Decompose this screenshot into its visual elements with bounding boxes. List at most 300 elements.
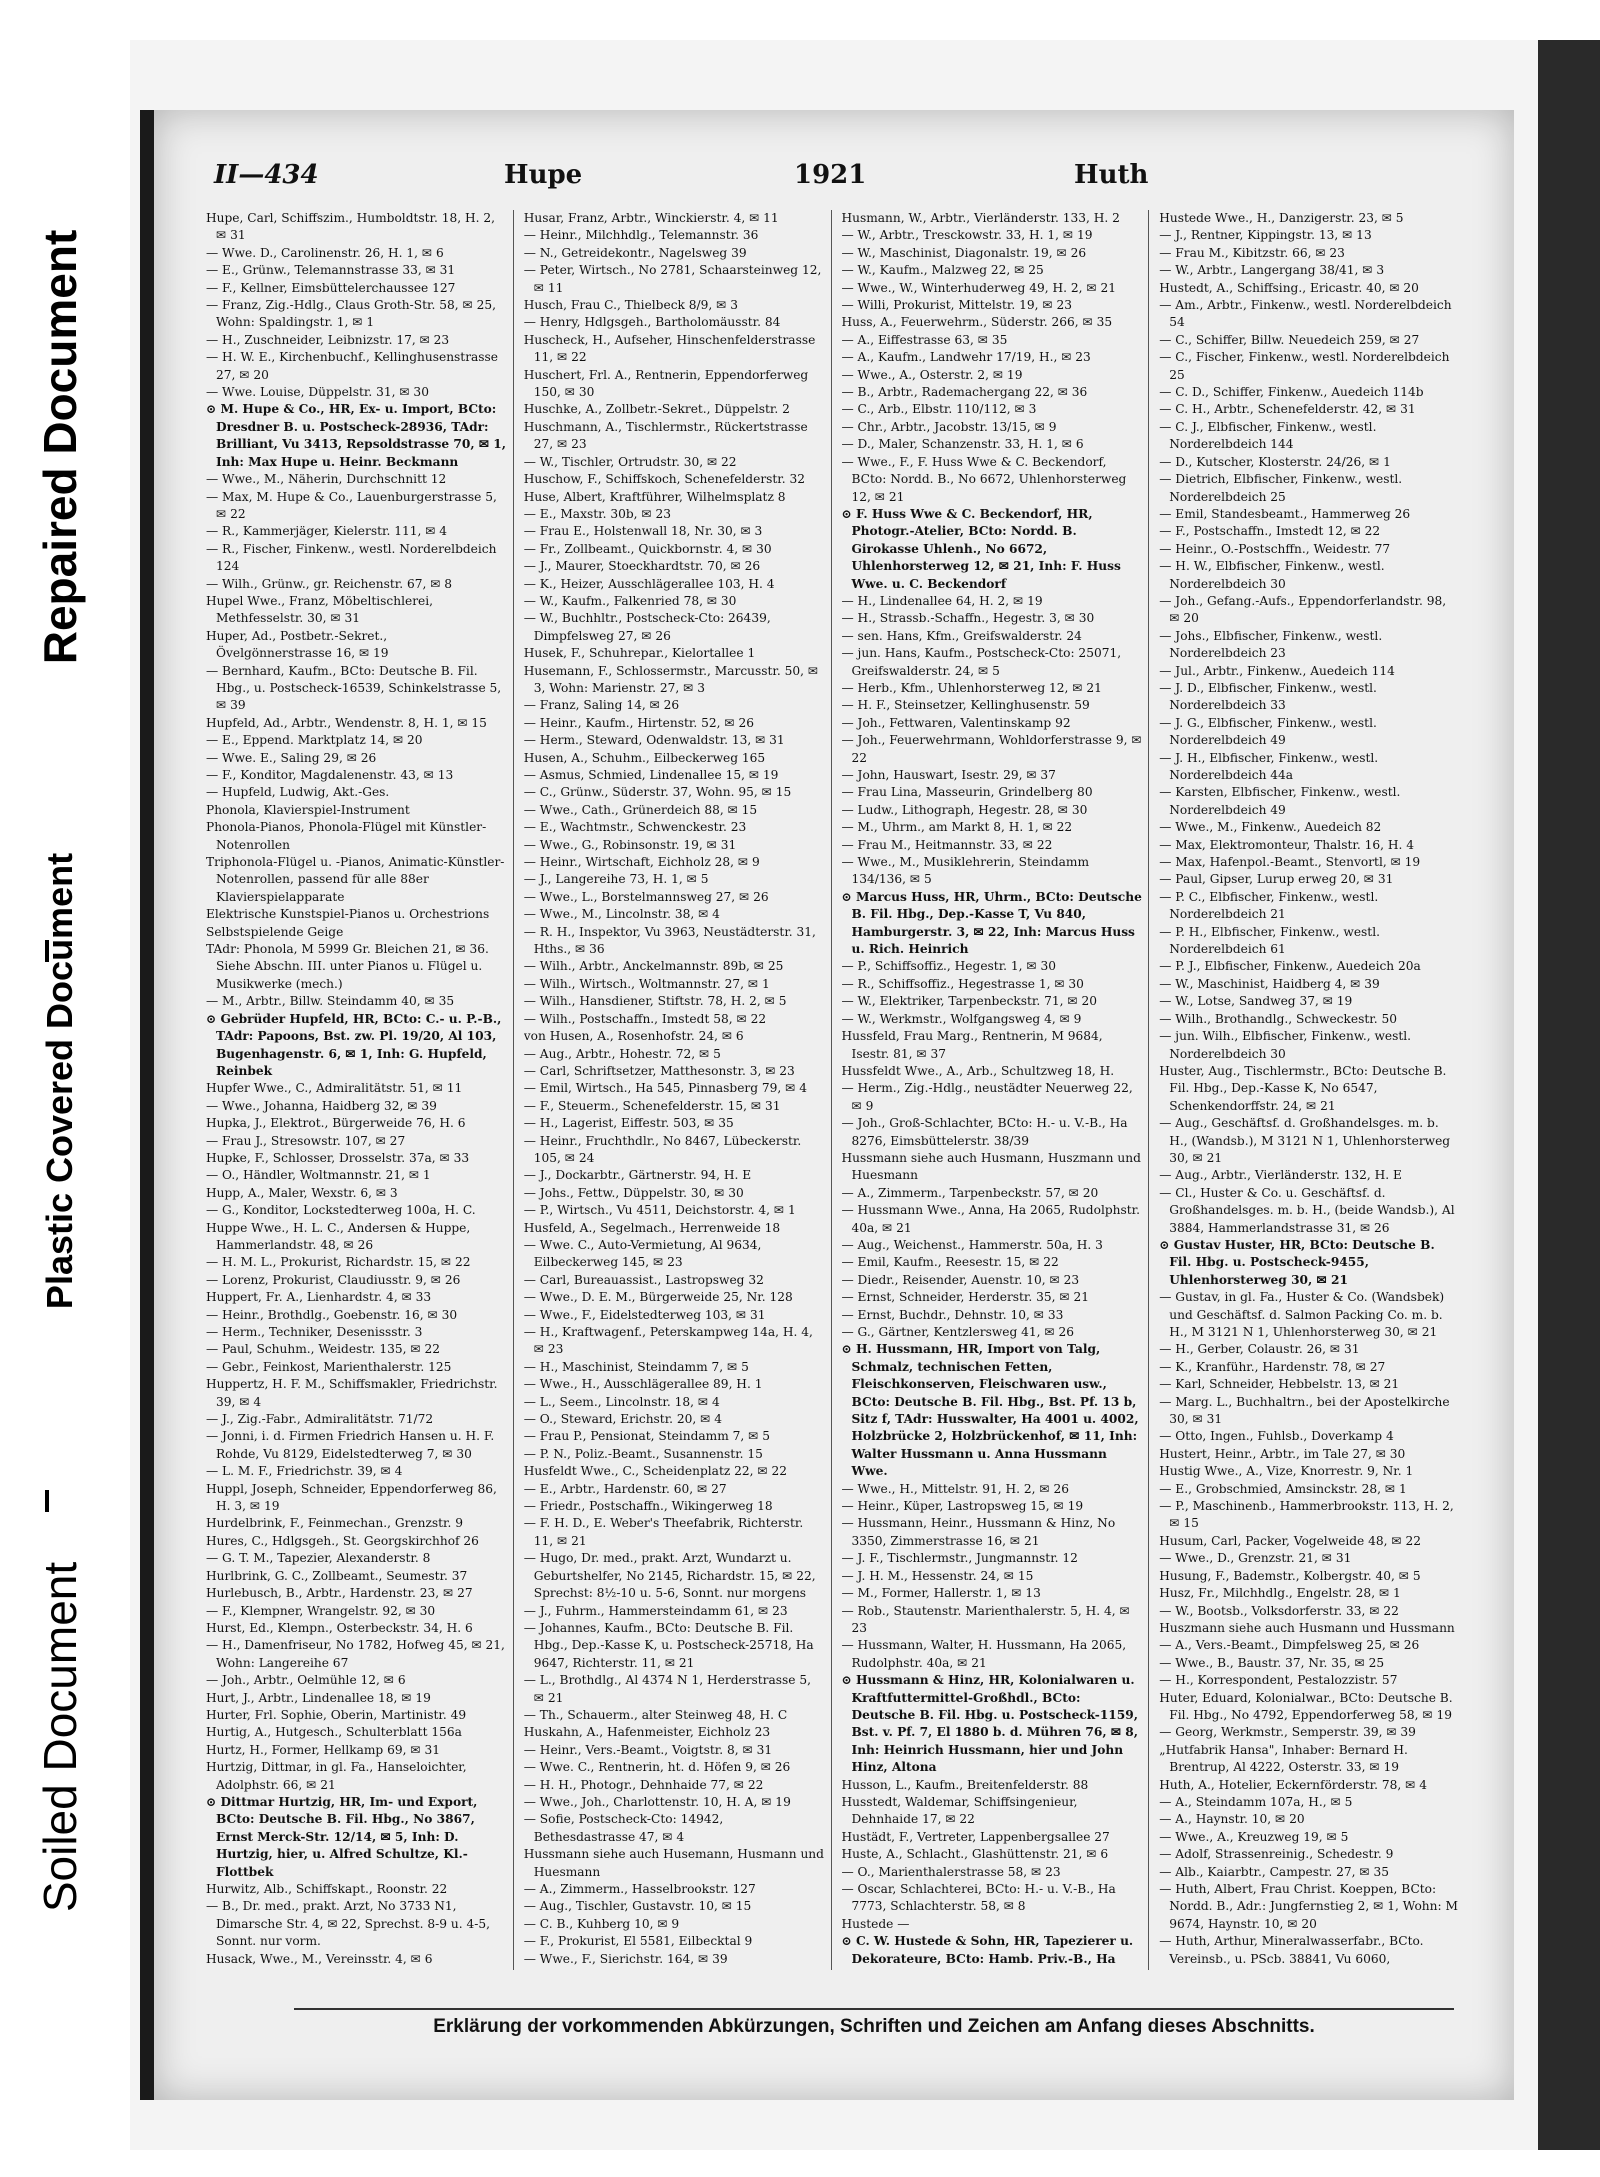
directory-entry: — K., Kranführ., Hardenstr. 78, ✉ 27 — [1159, 1359, 1386, 1374]
running-head — [214, 160, 1474, 200]
directory-entry: Selbstspielende Geige — [206, 924, 344, 939]
directory-entry: — Emil, Wirtsch., Ha 545, Pinnasberg 79, ✉ 4 — [523, 1081, 808, 1096]
page-footer-note: Erklärung der vorkommenden Abkürzungen, Schriften und Zeichen am Anfang dieses Abschnitts. — [294, 2008, 1454, 2038]
directory-entry: ⊙ F. Huss Wwe & C. Beckendorf, HR, Photogr.-Atelier, BCto: Nordd. B. Girokasse Uhlenh., No 6672, Uhlenhorsterweg 12, ✉ 21, Inh: F. Huss Wwe. u. C. Beckendorf — [841, 506, 1121, 591]
directory-entry: — J., Fuhrm., Hammersteindamm 61, ✉ 23 — [523, 1603, 788, 1618]
directory-entry: — Joh., Gefang.-Aufs., Eppendorferlandstr. 98, ✉ 20 — [1159, 593, 1447, 626]
directory-entry: — Marg. L., Buchhaltrn., bei der Apostelkirche 30, ✉ 31 — [1159, 1394, 1450, 1427]
directory-entry: ⊙ Dittmar Hurtzig, HR, Im- und Export, BCto: Deutsche B. Fil. Hbg., No 3867, Ernst Merck-Str. 12/14, ✉ 5, Inh: D. Hurtzig, hier, u. Alfred Schultze, Kl.-Flottbek — [206, 1794, 478, 1879]
directory-entry: — Johs., Elbfischer, Finkenw., westl. Norderelbdeich 23 — [1159, 628, 1383, 661]
directory-entry: — John, Hauswart, Isestr. 29, ✉ 37 — [841, 768, 1056, 782]
directory-entry: ⊙ Gustav Huster, HR, BCto: Deutsche B. Fil. Hbg. u. Postscheck-9455, Uhlenhorsterweg 30, ✉ 21 — [1159, 1237, 1435, 1287]
directory-entry: — Aug., Arbtr., Hohestr. 72, ✉ 5 — [523, 1046, 721, 1061]
column-3 — [842, 210, 1150, 1970]
directory-entry: — H. M. L., Prokurist, Richardstr. 15, ✉ 22 — [206, 1255, 471, 1270]
directory-entry: — W., Arbtr., Tresckowstr. 33, H. 1, ✉ 19 — [841, 228, 1093, 243]
directory-entry: — K., Heizer, Ausschlägerallee 103, H. 4 — [523, 576, 775, 591]
directory-entry: — Wwe., B., Baustr. 37, Nr. 35, ✉ 25 — [1159, 1655, 1385, 1670]
directory-entry: Hustede — — [841, 1916, 910, 1931]
directory-entry: Hurtzig, Dittmar, in gl. Fa., Hanseloichter, Adolphstr. 66, ✉ 21 — [206, 1760, 467, 1792]
directory-entry: — Wilh., Brothandlg., Schweckestr. 50 — [1159, 1011, 1397, 1026]
directory-entry: — Wwe., Johanna, Haidberg 32, ✉ 39 — [206, 1098, 437, 1113]
directory-entry: Hussmann siehe auch Husemann, Husmann und Huesmann — [523, 1847, 824, 1879]
directory-entry: Huszmann siehe auch Husmann und Hussmann — [1159, 1620, 1455, 1635]
directory-entry: — Wilh., Arbtr., Anckelmannstr. 89b, ✉ 25 — [523, 959, 784, 974]
directory-entry: — Alb., Kaiarbtr., Campestr. 27, ✉ 35 — [1159, 1864, 1390, 1879]
directory-entry: Phonola-Pianos, Phonola-Flügel mit Künstler-Notenrollen — [206, 820, 487, 852]
directory-entry: — Paul, Schuhm., Weidestr. 135, ✉ 22 — [206, 1342, 441, 1357]
directory-entry: — H., Lagerist, Eiffestr. 503, ✉ 35 — [523, 1116, 734, 1131]
directory-entry: — Sofie, Postscheck-Cto: 14942, Bethesdastrasse 47, ✉ 4 — [523, 1812, 724, 1844]
directory-entry: — H. W., Elbfischer, Finkenw., westl. Norderelbdeich 30 — [1159, 559, 1385, 591]
label-divider — [45, 1490, 49, 1512]
scan-edge — [1538, 40, 1600, 2150]
directory-entry: — Carl, Bureauassist., Lastropsweg 32 — [523, 1272, 764, 1287]
label-plastic-covered-document: Plastic Covered Document — [39, 852, 80, 1310]
directory-entry: — A., Vers.-Beamt., Dimpfelsweg 25, ✉ 26 — [1159, 1638, 1420, 1653]
directory-entry: — F., Prokurist, El 5581, Eilbecktal 9 — [523, 1934, 753, 1949]
directory-entry: — J. D., Elbfischer, Finkenw., westl. Norderelbdeich 33 — [1159, 680, 1377, 713]
directory-entry: Husch, Frau C., Thielbeck 8/9, ✉ 3 — [523, 298, 738, 313]
directory-entry: — W., Kaufm., Falkenried 78, ✉ 30 — [523, 593, 737, 608]
directory-entry: — H., Maschinist, Steindamm 7, ✉ 5 — [523, 1359, 749, 1374]
directory-entry: — Henry, Hdlgsgeh., Bartholomäusstr. 84 — [523, 315, 781, 330]
directory-entry: Huscheck, H., Aufseher, Hinschenfelderstrasse 11, ✉ 22 — [523, 332, 816, 365]
directory-entry: — Karl, Schneider, Hebbelstr. 13, ✉ 21 — [1159, 1377, 1400, 1392]
directory-entry: — Joh., Arbtr., Oelmühle 12, ✉ 6 — [206, 1673, 406, 1688]
directory-entry: — M., Former, Hallerstr. 1, ✉ 13 — [841, 1586, 1041, 1601]
directory-entry: — H. F., Steinsetzer, Kellinghusenstr. 59 — [841, 698, 1090, 713]
directory-entry: Huppl, Joseph, Schneider, Eppendorferweg 86, H. 3, ✉ 19 — [206, 1481, 497, 1514]
directory-entry: — Diedr., Reisender, Auenstr. 10, ✉ 23 — [841, 1272, 1080, 1287]
directory-entry: — A., Zimmerm., Hasselbrookstr. 127 — [523, 1882, 756, 1896]
head-last-entry: Huth — [1074, 160, 1149, 190]
directory-entry: — R., Schiffsoffiz., Hegestrasse 1, ✉ 30 — [841, 976, 1084, 991]
directory-entry: Husar, Franz, Arbtr., Winckierstr. 4, ✉ 11 — [523, 211, 779, 225]
directory-entry: — Wilh., Wirtsch., Woltmannstr. 27, ✉ 1 — [523, 976, 770, 991]
directory-entry: — Wwe. C., Rentnerin, ht. d. Höfen 9, ✉ 26 — [523, 1760, 791, 1775]
directory-entry: Huss, A., Feuerwehrm., Süderstr. 266, ✉ 35 — [841, 315, 1113, 330]
directory-entry: — H., Zuschneider, Leibnizstr. 17, ✉ 23 — [206, 332, 450, 347]
directory-entry: — W., Arbtr., Langergang 38/41, ✉ 3 — [1159, 263, 1385, 278]
directory-entry: — R., Fischer, Finkenw., westl. Norderelbdeich 124 — [206, 541, 497, 574]
directory-entry: — Aug., Weichenst., Hammerstr. 50a, H. 3 — [841, 1237, 1103, 1252]
directory-entry: — A., Haynstr. 10, ✉ 20 — [1159, 1812, 1305, 1827]
directory-entry: — Frau M., Heitmannstr. 33, ✉ 22 — [841, 837, 1053, 852]
directory-entry — [206, 1968, 507, 1970]
directory-entry: — J., Rentner, Kippingstr. 13, ✉ 13 — [1159, 228, 1372, 243]
directory-entry: Husung, F., Bademstr., Kolbergstr. 40, ✉ 5 — [1159, 1568, 1421, 1583]
directory-entry: Hussfeld, Frau Marg., Rentnerin, M 9684, Isestr. 81, ✉ 37 — [841, 1029, 1103, 1061]
directory-entry: — J. H., Elbfischer, Finkenw., westl. Norderelbdeich 44a — [1159, 750, 1379, 782]
directory-entry: „Hutfabrik Hansa", Inhaber: Bernard H. Brentrup, Al 4222, Osterstr. 33, ✉ 19 — [1159, 1742, 1408, 1775]
directory-entry: — C. B., Kuhberg 10, ✉ 9 — [523, 1916, 680, 1931]
directory-entry: Huster, Aug., Tischlermstr., BCto: Deutsche B. Fil. Hbg., Dep.-Kasse K, No 6547, Schenkendorffstr. 24, ✉ 21 — [1159, 1063, 1447, 1113]
directory-entry: — E., Maxstr. 30b, ✉ 23 — [523, 506, 671, 521]
directory-entry: Husstedt, Waldemar, Schiffsingenieur, Dehnhaide 17, ✉ 22 — [841, 1794, 1078, 1827]
directory-entry: — Georg, Werkmstr., Semperstr. 39, ✉ 39 — [1159, 1725, 1416, 1740]
label-repaired-document: Repaired Document — [34, 229, 86, 665]
directory-entry: — W., Maschinist, Haidberg 4, ✉ 39 — [1159, 976, 1380, 991]
directory-entry: — F., Kellner, Eimsbüttelerchaussee 127 — [206, 280, 456, 295]
directory-entry: — Lorenz, Prokurist, Claudiusstr. 9, ✉ 26 — [206, 1272, 461, 1287]
directory-entry: — C., Schiffer, Billw. Neuedeich 259, ✉ 27 — [1159, 332, 1420, 347]
directory-entry: — H., Kraftwagenf., Peterskampweg 14a, H. 4, ✉ 23 — [523, 1325, 813, 1357]
directory-entry: ⊙ Hussmann & Hinz, HR, Kolonialwaren u. Kraftfuttermittel-Großhdl., BCto: Deutsche B. Fil. Hbg. u. Postscheck-1159, Bst. v. Pf. 7, El 1880 b. d. Mühren 76, ✉ 8, Inh: Heinrich Hussmann, hier und John Hinz, Altona — [841, 1673, 1138, 1775]
directory-entry: — W., Tischler, Ortrudstr. 30, ✉ 22 — [523, 454, 737, 469]
directory-entry: — jun. Wilh., Elbfischer, Finkenw., westl. Norderelbdeich 30 — [1159, 1029, 1412, 1061]
directory-entry: Hustede Wwe., H., Danzigerstr. 23, ✉ 5 — [1159, 211, 1404, 225]
directory-entry: — Heinr., Wirtschaft, Eichholz 28, ✉ 9 — [523, 855, 760, 870]
directory-entry: — Wwe., M., Näherin, Durchschnitt 12 — [206, 472, 447, 487]
directory-entry: — W., Buchhltr., Postscheck-Cto: 26439, Dimpfelsweg 27, ✉ 26 — [523, 611, 771, 643]
directory-entry: — Cl., Huster & Co. u. Geschäftsf. d. Großhandelsges. m. b. H., (beide Wandsb.), Al 3884, Hammerlandstrasse 31, ✉ 26 — [1159, 1185, 1455, 1235]
directory-entry: ⊙ H. Hussmann, HR, Import von Talg, Schmalz, technischen Fetten, Fleischkonserven, Fleischwaren usw., BCto: Deutsche B. Fil. Hbg., Bst. Pf. 13 b, Sitz f, TAdr: Husswalter, Ha 4001 u. 4002, Holzbrücke 2, Holzbrückenhof, ✉ 11, Inh: Walter Hussmann u. Anna Hussmann Wwe. — [841, 1342, 1139, 1479]
directory-entry: — Frau P., Pensionat, Steindamm 7, ✉ 5 — [523, 1429, 771, 1444]
directory-entry: — D., Kutscher, Klosterstr. 24/26, ✉ 1 — [1159, 454, 1391, 469]
directory-entry: — Wwe. Louise, Düppelstr. 31, ✉ 30 — [206, 385, 429, 400]
directory-entry: — Aug., Geschäftsf. d. Großhandelsges. m. b. H., (Wandsb.), M 3121 N 1, Uhlenhorsterweg 30, ✉ 21 — [1159, 1116, 1451, 1165]
directory-entry: — P. H., Elbfischer, Finkenw., westl. Norderelbdeich 61 — [1159, 924, 1380, 957]
directory-entry: — Heinr., Brothdlg., Goebenstr. 16, ✉ 30 — [206, 1307, 458, 1322]
directory-entry: — L., Seem., Lincolnstr. 18, ✉ 4 — [523, 1394, 720, 1409]
directory-entry: — Wwe., Joh., Charlottenstr. 10, H. A, ✉ 19 — [523, 1794, 791, 1809]
side-labels — [0, 200, 120, 1913]
directory-entry: — Wilh., Hansdiener, Stiftstr. 78, H. 2, ✉ 5 — [523, 994, 787, 1009]
directory-entry: — Frau Lina, Masseurin, Grindelberg 80 — [841, 785, 1093, 800]
column-1 — [206, 210, 514, 1970]
directory-entry: Hurt, J., Arbtr., Lindenallee 18, ✉ 19 — [206, 1690, 431, 1705]
directory-entry: — P., Wirtsch., Vu 4511, Deichstorstr. 4, ✉ 1 — [523, 1203, 796, 1218]
directory-entry: — Wwe., F., Sierichstr. 164, ✉ 39 — [523, 1951, 728, 1966]
directory-entry: — Peter, Wirtsch., No 2781, Schaarsteinweg 12, ✉ 11 — [523, 263, 822, 295]
directory-entry: Huse, Albert, Kraftführer, Wilhelmsplatz 8 — [523, 489, 786, 504]
directory-entry: — Am., Arbtr., Finkenw., westl. Norderelbdeich 54 — [1159, 298, 1452, 330]
directory-entry: — A., Eiffestrasse 63, ✉ 35 — [841, 332, 1008, 347]
directory-entry: — H., Lindenallee 64, H. 2, ✉ 19 — [841, 593, 1043, 608]
directory-entry: Husek, F., Schuhrepar., Kielortallee 1 — [523, 646, 756, 661]
directory-entry: — H., Damenfriseur, No 1782, Hofweg 45, ✉ 21, Wohn: Langereihe 67 — [206, 1638, 505, 1670]
directory-entry: — Friedr., Postschaffn., Wikingerweg 18 — [523, 1499, 773, 1514]
document-page — [140, 110, 1514, 2100]
directory-entry: — Wwe., D. E. M., Bürgerweide 25, Nr. 128 — [523, 1290, 793, 1305]
directory-entry: — Oscar, Schlachterei, BCto: H.- u. V.-B., Ha 7773, Schlachterstr. 58, ✉ 8 — [841, 1882, 1116, 1914]
directory-entry: — Franz, Zig.-Hdlg., Claus Groth-Str. 58, ✉ 25, Wohn: Spaldingstr. 1, ✉ 1 — [206, 298, 496, 330]
directory-entry: Hurwitz, Alb., Schiffskapt., Roonstr. 22 — [206, 1882, 448, 1896]
directory-entry: — W., Bootsb., Volksdorferstr. 33, ✉ 22 — [1159, 1603, 1399, 1618]
directory-entry: — Wwe., F., F. Huss Wwe & C. Beckendorf, BCto: Nordd. B., No 6672, Uhlenhorsterweg 12, ✉ 21 — [841, 454, 1127, 504]
directory-entry: — Carl, Schriftsetzer, Matthesonstr. 3, ✉ 23 — [523, 1063, 795, 1078]
directory-entry: — Fr., Zollbeamt., Quickbornstr. 4, ✉ 30 — [523, 541, 772, 556]
directory-entry: — Aug., Arbtr., Vierländerstr. 132, H. E — [1159, 1168, 1402, 1183]
directory-entry: — Adolf, Strassenreinig., Schedestr. 9 — [1159, 1847, 1394, 1862]
directory-entry: — Wwe., M., Lincolnstr. 38, ✉ 4 — [523, 907, 720, 922]
directory-entry: — Th., Schauerm., alter Steinweg 48, H. C — [523, 1707, 788, 1722]
directory-entry: — O., Händler, Woltmannstr. 21, ✉ 1 — [206, 1168, 431, 1183]
directory-entry: Elektrische Kunstspiel-Pianos u. Orchestrions — [206, 907, 490, 922]
directory-columns — [206, 210, 1466, 1970]
directory-entry: ⊙ Gebrüder Hupfeld, HR, BCto: C.- u. P.-B., TAdr: Papoons, Bst. zw. Pl. 19/20, Al 103, Bugenhagenstr. 6, ✉ 1, Inh: G. Hupfeld, Reinbek — [206, 1011, 502, 1078]
directory-entry: — Heinr., O.-Postschffn., Weidestr. 77 — [1159, 541, 1391, 556]
directory-entry: — Franz, Saling 14, ✉ 26 — [523, 698, 680, 713]
directory-entry: — Heinr., Küper, Lastropsweg 15, ✉ 19 — [841, 1499, 1084, 1514]
directory-entry: Huschert, Frl. A., Rentnerin, Eppendorferweg 150, ✉ 30 — [523, 367, 809, 400]
directory-entry: Phonola, Klavierspiel-Instrument — [206, 802, 410, 817]
directory-entry: — J. F., Tischlermstr., Jungmannstr. 12 — [841, 1551, 1078, 1566]
directory-entry: von Husen, A., Rosenhofstr. 24, ✉ 6 — [523, 1029, 744, 1044]
directory-entry: — R. H., Inspektor, Vu 3963, Neustädterstr. 31, Hths., ✉ 36 — [523, 924, 816, 957]
directory-entry: — W., Kaufm., Malzweg 22, ✉ 25 — [841, 263, 1044, 278]
directory-entry: — A., Kaufm., Landwehr 17/19, H., ✉ 23 — [841, 350, 1091, 365]
directory-entry: Huschke, A., Zollbetr.-Sekret., Düppelstr. 2 — [523, 402, 790, 417]
directory-entry: — Wwe., F., Eidelstedterweg 103, ✉ 31 — [523, 1307, 766, 1322]
directory-entry: ⊙ M. Hupe & Co., HR, Ex- u. Import, BCto: Dresdner B. u. Postscheck-28936, TAdr: Brilliant, Vu 3413, Repsoldstrasse 70, ✉ 1, Inh: Max Hupe u. Heinr. Beckmann — [206, 402, 506, 469]
directory-entry: — Emil, Kaufm., Reesestr. 15, ✉ 22 — [841, 1255, 1059, 1270]
directory-entry: Hurtig, A., Hutgesch., Schulterblatt 156a — [206, 1725, 462, 1740]
directory-entry: — Wwe. C., Auto-Vermietung, Al 9634, Eilbeckerweg 145, ✉ 23 — [523, 1237, 762, 1270]
directory-entry: — E., Grünw., Telemannstrasse 33, ✉ 31 — [206, 263, 456, 278]
directory-entry: — Wwe. D., Carolinenstr. 26, H. 1, ✉ 6 — [206, 245, 444, 260]
directory-entry: Husfeldt Wwe., C., Scheidenplatz 22, ✉ 22 — [523, 1464, 787, 1479]
directory-entry: — C., Grünw., Süderstr. 37, Wohn. 95, ✉ 15 — [523, 785, 792, 800]
directory-entry: — Willi, Prokurist, Mittelstr. 19, ✉ 23 — [841, 298, 1072, 313]
directory-entry: — Frau J., Stresowstr. 107, ✉ 27 — [206, 1133, 406, 1148]
directory-entry: — sen. Hans, Kfm., Greifswalderstr. 24 — [841, 628, 1082, 643]
directory-entry: — M., Uhrm., am Markt 8, H. 1, ✉ 22 — [841, 820, 1073, 835]
label-soiled-document: Soiled Document — [34, 1561, 86, 1913]
directory-entry: — Herm., Steward, Odenwaldstr. 13, ✉ 31 — [523, 733, 785, 748]
directory-entry: — G., Konditor, Lockstedterweg 100a, H. C. — [206, 1203, 476, 1218]
directory-entry: Husz, Fr., Milchhdlg., Engelstr. 28, ✉ 1 — [1159, 1586, 1401, 1601]
directory-entry: — G., Gärtner, Kentzlersweg 41, ✉ 26 — [841, 1325, 1075, 1339]
directory-entry: — D., Maler, Schanzenstr. 33, H. 1, ✉ 6 — [841, 437, 1084, 452]
directory-entry: — C. H., Arbtr., Schenefelderstr. 42, ✉ 31 — [1159, 402, 1416, 417]
directory-entry: — H., Gerber, Colaustr. 26, ✉ 31 — [1159, 1342, 1360, 1357]
directory-entry: Huth, A., Hotelier, Eckernförderstr. 78, ✉ 4 — [1159, 1777, 1427, 1792]
directory-entry: TAdr: Phonola, M 5999 Gr. Bleichen 21, ✉ 36. Siehe Abschn. III. unter Pianos u. Flügel u. Musikwerke (mech.) — [206, 942, 489, 991]
directory-entry: — Wwe., A., Osterstr. 2, ✉ 19 — [841, 367, 1023, 382]
directory-entry: — N., Getreidekontr., Nagelsweg 39 — [523, 245, 747, 260]
directory-entry: — Paul, Gipser, Lurup erweg 20, ✉ 31 — [1159, 872, 1394, 887]
directory-entry: — J., Maurer, Stoeckhardtstr. 70, ✉ 26 — [523, 559, 761, 574]
directory-entry: — Otto, Ingen., Fuhlsb., Doverkamp 4 — [1159, 1429, 1394, 1444]
directory-entry: Hussfeldt Wwe., A., Arb., Schultzweg 18, H. — [841, 1063, 1115, 1078]
directory-entry: Hupfeld, Ad., Arbtr., Wendenstr. 8, H. 1, ✉ 15 — [206, 715, 487, 730]
directory-entry: — Max, Hafenpol.-Beamt., Stenvortl, ✉ 19 — [1159, 855, 1421, 870]
directory-entry: — Hugo, Dr. med., prakt. Arzt, Wundarzt u. Geburtshelfer, No 2145, Richardstr. 15, ✉ 22, Sprechst: 8½-10 u. 5-6, Sonnt. nur morgens — [523, 1551, 816, 1601]
directory-entry: — B., Dr. med., prakt. Arzt, No 3733 N1, Dimarsche Str. 4, ✉ 22, Sprechst. 8-9 u. 4-5, Sonnt. nur vorm. — [206, 1899, 491, 1949]
directory-entry: — F., Steuerm., Schenefelderstr. 15, ✉ 31 — [523, 1098, 781, 1113]
directory-entry: — Wilh., Grünw., gr. Reichenstr. 67, ✉ 8 — [206, 576, 453, 591]
head-first-entry: Hupe — [504, 160, 583, 190]
directory-entry: — Aug., Tischler, Gustavstr. 10, ✉ 15 — [523, 1899, 752, 1914]
directory-entry: Triphonola-Flügel u. -Pianos, Animatic-Künstler-Notenrollen, passend für alle 88er Klavierspielapparate — [206, 855, 505, 904]
directory-entry: Hustädt, F., Vertreter, Lappenbergsallee 27 — [841, 1829, 1110, 1844]
directory-entry: — Huth, Albert, Frau Christ. Koeppen, BCto: Nordd. B., Adr.: Jungfernstieg 2, ✉ 1, Wohn: M 9674, Haynstr. 10, ✉ 20 — [1159, 1882, 1458, 1931]
directory-entry: — Frau E., Holstenwall 18, Nr. 30, ✉ 3 — [523, 524, 763, 539]
directory-entry: Husen, A., Schuhm., Eilbeckerweg 165 — [523, 750, 766, 765]
directory-entry: Hupel Wwe., Franz, Möbeltischlerei, Methfesselstr. 30, ✉ 31 — [206, 593, 433, 626]
directory-entry: — Ludw., Lithograph, Hegestr. 28, ✉ 30 — [841, 802, 1088, 817]
directory-entry: Hurtz, H., Former, Hellkamp 69, ✉ 31 — [206, 1742, 440, 1757]
directory-entry: — Joh., Groß-Schlachter, BCto: H.- u. V.-B., Ha 8276, Eimsbüttelerstr. 38/39 — [841, 1116, 1128, 1148]
directory-entry: — C. J., Elbfischer, Finkenw., westl. Norderelbdeich 144 — [1159, 419, 1377, 452]
directory-entry: — A., Zimmerm., Tarpenbeckstr. 57, ✉ 20 — [841, 1185, 1099, 1200]
directory-entry: — C. D., Schiffer, Finkenw., Auedeich 114b — [1159, 385, 1424, 400]
directory-entry: — Huth, Arthur, Mineralwasserfabr., BCto. Vereinsb., u. PScb. 38841, Vu 6060, — [1159, 1934, 1424, 1966]
directory-entry: — F., Konditor, Magdalenenstr. 43, ✉ 13 — [206, 768, 454, 782]
directory-entry: — Ernst, Buchdr., Dehnstr. 10, ✉ 33 — [841, 1307, 1064, 1322]
directory-entry: Huschow, F., Schiffskoch, Schenefelderstr. 32 — [523, 472, 806, 487]
head-year: 1921 — [794, 160, 867, 190]
directory-entry: — Heinr., Kaufm., Hirtenstr. 52, ✉ 26 — [523, 715, 754, 730]
directory-entry: — Wwe., D., Grenzstr. 21, ✉ 31 — [1159, 1551, 1352, 1566]
directory-entry: — O., Steward, Erichstr. 20, ✉ 4 — [523, 1412, 723, 1427]
directory-entry: — W., Maschinist, Diagonalstr. 19, ✉ 26 — [841, 245, 1087, 260]
directory-entry: — P. J., Elbfischer, Finkenw., Auedeich 20a — [1159, 959, 1421, 974]
directory-entry: Huskahn, A., Hafenmeister, Eichholz 23 — [523, 1725, 771, 1740]
directory-entry: — Hussmann Wwe., Anna, Ha 2065, Rudolphstr. 40a, ✉ 21 — [841, 1203, 1141, 1235]
directory-entry: — Ernst, Schneider, Herderstr. 35, ✉ 21 — [841, 1290, 1090, 1305]
directory-entry: Husmann, W., Arbtr., Vierländerstr. 133, H. 2 — [841, 211, 1120, 225]
directory-entry: — Johs., Fettw., Düppelstr. 30, ✉ 30 — [523, 1185, 744, 1200]
directory-entry: — Max, Elektromonteur, Thalstr. 16, H. 4 — [1159, 837, 1414, 852]
directory-entry: ⊙ Marcus Huss, HR, Uhrm., BCto: Deutsche B. Fil. Hbg., Dep.-Kasse T, Vu 840, Hamburgerstr. 3, ✉ 22, Inh: Marcus Huss u. Rich. Heinrich — [841, 889, 1142, 957]
column-4 — [1159, 210, 1466, 1970]
directory-entry: — Dietrich, Elbfischer, Finkenw., westl. Norderelbdeich 25 — [1159, 472, 1403, 504]
directory-entry: — Wwe., M., Finkenw., Auedeich 82 — [1159, 820, 1382, 835]
directory-entry: — Gustav, in gl. Fa., Huster & Co. (Wandsbek) und Geschäftsf. d. Salmon Packing Co. m. b. H., M 3121 N 1, Uhlenhorsterweg 30, ✉ 21 — [1159, 1290, 1445, 1339]
directory-entry: — Emil, Standesbeamt., Hammerweg 26 — [1159, 506, 1411, 521]
directory-entry: — O., Marienthalerstrasse 58, ✉ 23 — [841, 1864, 1061, 1879]
directory-entry: — Chr., Arbtr., Jacobstr. 13/15, ✉ 9 — [841, 419, 1057, 434]
directory-entry: — Hupfeld, Ludwig, Akt.-Ges. — [206, 785, 390, 800]
directory-entry: Huste, A., Schlacht., Glashüttenstr. 21, ✉ 6 — [841, 1847, 1109, 1862]
directory-entry: — P., Schiffsoffiz., Hegestr. 1, ✉ 30 — [841, 959, 1057, 974]
directory-entry: — L., Brothdlg., Al 4374 N 1, Herderstrasse 5, ✉ 21 — [523, 1673, 811, 1705]
directory-entry: Hustig Wwe., A., Vize, Knorrestr. 9, Nr. 1 — [1159, 1464, 1414, 1479]
directory-entry: Huschmann, A., Tischlermstr., Rückertstrasse 27, ✉ 23 — [523, 419, 808, 452]
directory-entry: — P. C., Elbfischer, Finkenw., westl. Norderelbdeich 21 — [1159, 889, 1379, 922]
directory-entry: — F., Postschaffn., Imstedt 12, ✉ 22 — [1159, 524, 1381, 539]
directory-entry: — P. N., Poliz.-Beamt., Susannenstr. 15 — [523, 1446, 763, 1461]
directory-entry: — J., Zig.-Fabr., Admiralitätstr. 71/72 — [206, 1412, 434, 1427]
directory-entry: Hustert, Heinr., Arbtr., im Tale 27, ✉ 30 — [1159, 1446, 1406, 1461]
directory-entry: — Wilh., Postschaffn., Imstedt 58, ✉ 22 — [523, 1011, 767, 1026]
directory-entry: Huppertz, H. F. M., Schiffsmakler, Friedrichstr. 39, ✉ 4 — [206, 1377, 498, 1409]
directory-entry: — P., Maschinenb., Hammerbrookstr. 113, H. 2, ✉ 15 — [1159, 1499, 1454, 1531]
directory-entry: Huper, Ad., Postbetr.-Sekret., Övelgönnerstrasse 16, ✉ 19 — [206, 628, 389, 661]
directory-entry: — A., Steindamm 107a, H., ✉ 5 — [1159, 1794, 1353, 1809]
directory-entry: Hurdelbrink, F., Feinmechan., Grenzstr. 9 — [206, 1516, 464, 1531]
directory-entry: ⊙ C. W. Hustede & Sohn, HR, Tapezierer u. Dekorateure, BCto: Hamb. Priv.-B., Ha — [841, 1934, 1134, 1966]
directory-entry: — G. T. M., Tapezier, Alexanderstr. 8 — [206, 1551, 431, 1566]
directory-entry: — Rob., Stautenstr. Marienthalerstr. 5, H. 4, ✉ 23 — [841, 1603, 1130, 1635]
directory-entry: — Heinr., Milchhdlg., Telemannstr. 36 — [523, 228, 759, 243]
directory-entry: — Wwe., G., Robinsonstr. 19, ✉ 31 — [523, 837, 737, 852]
directory-entry: Huppert, Fr. A., Lienhardstr. 4, ✉ 33 — [206, 1290, 432, 1305]
directory-entry: — Herm., Techniker, Desenissstr. 3 — [206, 1325, 423, 1339]
directory-entry: Hupka, J., Elektrot., Bürgerweide 76, H. 6 — [206, 1116, 466, 1131]
directory-entry: — H. W. E., Kirchenbuchf., Kellinghusenstrasse 27, ✉ 20 — [206, 350, 499, 382]
page-number: II—434 — [214, 160, 319, 190]
directory-entry: — Max, M. Hupe & Co., Lauenburgerstrasse 5, ✉ 22 — [206, 489, 497, 521]
directory-entry: — Asmus, Schmied, Lindenallee 15, ✉ 19 — [523, 768, 779, 782]
directory-entry: Hurter, Frl. Sophie, Oberin, Martinistr. 49 — [206, 1707, 467, 1722]
directory-entry: — B., Arbtr., Rademachergang 22, ✉ 36 — [841, 385, 1088, 400]
directory-entry: — Wwe., H., Mittelstr. 91, H. 2, ✉ 26 — [841, 1481, 1070, 1496]
directory-entry: — Wwe., H., Ausschlägerallee 89, H. 1 — [523, 1377, 763, 1392]
directory-entry: — Hussmann, Walter, H. Hussmann, Ha 2065, Rudolphstr. 40a, ✉ 21 — [841, 1638, 1127, 1670]
directory-entry: Hures, C., Hdlgsgeh., St. Georgskirchhof 26 — [206, 1533, 479, 1548]
directory-entry: Hupfer Wwe., C., Admiralitätstr. 51, ✉ 11 — [206, 1081, 463, 1096]
directory-entry: — Herb., Kfm., Uhlenhorsterweg 12, ✉ 21 — [841, 680, 1102, 695]
directory-entry: — Jul., Arbtr., Finkenw., Auedeich 114 — [1159, 663, 1395, 678]
directory-entry: — W., Elektriker, Tarpenbeckstr. 71, ✉ 20 — [841, 994, 1098, 1009]
directory-entry: — Wwe., Cath., Grünerdeich 88, ✉ 15 — [523, 802, 758, 817]
directory-entry: — W., Lotse, Sandweg 37, ✉ 19 — [1159, 994, 1353, 1009]
directory-entry: — H. H., Photogr., Dehnhaide 77, ✉ 22 — [523, 1777, 764, 1792]
directory-entry: — C., Arb., Elbstr. 110/112, ✉ 3 — [841, 402, 1037, 417]
directory-entry: Husum, Carl, Packer, Vogelweide 48, ✉ 22 — [1159, 1533, 1421, 1548]
directory-entry: — H., Strassb.-Schaffn., Hegestr. 3, ✉ 30 — [841, 611, 1095, 626]
directory-entry: — M., Arbtr., Billw. Steindamm 40, ✉ 35 — [206, 994, 455, 1009]
directory-entry: Husson, L., Kaufm., Breitenfelderstr. 88 — [841, 1777, 1089, 1792]
directory-entry: — R., Kammerjäger, Kielerstr. 111, ✉ 4 — [206, 524, 448, 539]
directory-entry: — Bernhard, Kaufm., BCto: Deutsche B. Fil. Hbg., u. Postscheck-16539, Schinkelstrasse 5, ✉ 39 — [206, 663, 502, 713]
directory-entry: Hurst, Ed., Klempn., Osterbeckstr. 34, H. 6 — [206, 1620, 473, 1635]
directory-entry: — H., Korrespondent, Pestalozzistr. 57 — [1159, 1673, 1398, 1688]
directory-entry: Hurlebusch, B., Arbtr., Hardenstr. 23, ✉ 27 — [206, 1586, 473, 1601]
directory-entry: Hupe, Carl, Schiffszim., Humboldtstr. 18, H. 2, ✉ 31 — [206, 211, 496, 243]
directory-entry: — Joh., Fettwaren, Valentinskamp 92 — [841, 715, 1071, 730]
directory-entry: — J., Langereihe 73, H. 1, ✉ 5 — [523, 872, 709, 887]
directory-entry: — E., Grobschmied, Amsinckstr. 28, ✉ 1 — [1159, 1481, 1407, 1496]
directory-entry: — F., Klempner, Wrangelstr. 92, ✉ 30 — [206, 1603, 436, 1618]
directory-entry: — J. H. M., Hessenstr. 24, ✉ 15 — [841, 1568, 1034, 1583]
directory-entry: — C., Fischer, Finkenw., westl. Norderelbdeich 25 — [1159, 350, 1450, 382]
directory-entry: — E., Wachtmstr., Schwenckestr. 23 — [523, 820, 747, 835]
directory-entry — [524, 1968, 825, 1970]
directory-entry: — Herm., Zig.-Hdlg., neustädter Neuerweg 22, ✉ 9 — [841, 1081, 1133, 1113]
directory-entry: — Johannes, Kaufm., BCto: Deutsche B. Fil. Hbg., Dep.-Kasse K, u. Postscheck-25718, Ha 9647, Richterstr. 11, ✉ 21 — [523, 1620, 814, 1670]
directory-entry: — Frau M., Kibitzstr. 66, ✉ 23 — [1159, 245, 1345, 260]
directory-entry: — J., Dockarbtr., Gärtnerstr. 94, H. E — [523, 1168, 752, 1183]
directory-entry: — J. G., Elbfischer, Finkenw., westl. Norderelbdeich 49 — [1159, 715, 1377, 748]
directory-entry: — F. H. D., E. Weber's Theefabrik, Richterstr. 11, ✉ 21 — [523, 1516, 804, 1548]
directory-entry: Husack, Wwe., M., Vereinsstr. 4, ✉ 6 — [206, 1951, 433, 1966]
directory-entry: — W., Werkmstr., Wolfgangsweg 4, ✉ 9 — [841, 1011, 1082, 1026]
directory-entry: — Jonni, i. d. Firmen Friedrich Hansen u. H. F. Rohde, Vu 8129, Eidelstedterweg 7, ✉ 30 — [206, 1429, 495, 1461]
directory-entry: Hussmann siehe auch Husmann, Huszmann und Huesmann — [841, 1150, 1141, 1183]
directory-entry: Husemann, F., Schlossermstr., Marcusstr. 50, ✉ 3, Wohn: Marienstr. 27, ✉ 3 — [523, 663, 819, 695]
directory-entry: Hurlbrink, G. C., Zollbeamt., Seumestr. 37 — [206, 1568, 468, 1583]
directory-entry: Huppe Wwe., H. L. C., Andersen & Huppe, Hammerlandstr. 48, ✉ 26 — [206, 1220, 471, 1252]
directory-entry: Hupke, F., Schlosser, Drosselstr. 37a, ✉ 33 — [206, 1150, 470, 1165]
directory-entry: Hustedt, A., Schiffsing., Ericastr. 40, ✉ 20 — [1159, 280, 1419, 295]
directory-entry: — Heinr., Fruchthdlr., No 8467, Lübeckerstr. 105, ✉ 24 — [523, 1133, 802, 1165]
directory-entry: Husfeld, A., Segelmach., Herrenweide 18 — [523, 1220, 781, 1235]
directory-entry: — Wwe., W., Winterhuderweg 49, H. 2, ✉ 21 — [841, 280, 1116, 295]
directory-entry: — Karsten, Elbfischer, Finkenw., westl. Norderelbdeich 49 — [1159, 785, 1401, 817]
directory-entry: — Wwe., M., Musiklehrerin, Steindamm 134/136, ✉ 5 — [841, 855, 1090, 887]
directory-entry: — Gebr., Feinkost, Marienthalerstr. 125 — [206, 1359, 452, 1374]
directory-entry: Hupp, A., Maler, Wexstr. 6, ✉ 3 — [206, 1185, 398, 1200]
directory-entry: — L. M. F., Friedrichstr. 39, ✉ 4 — [206, 1464, 403, 1479]
directory-entry: — Wwe. E., Saling 29, ✉ 26 — [206, 750, 377, 765]
column-2 — [524, 210, 832, 1970]
directory-entry: — E., Arbtr., Hardenstr. 60, ✉ 27 — [523, 1481, 727, 1496]
